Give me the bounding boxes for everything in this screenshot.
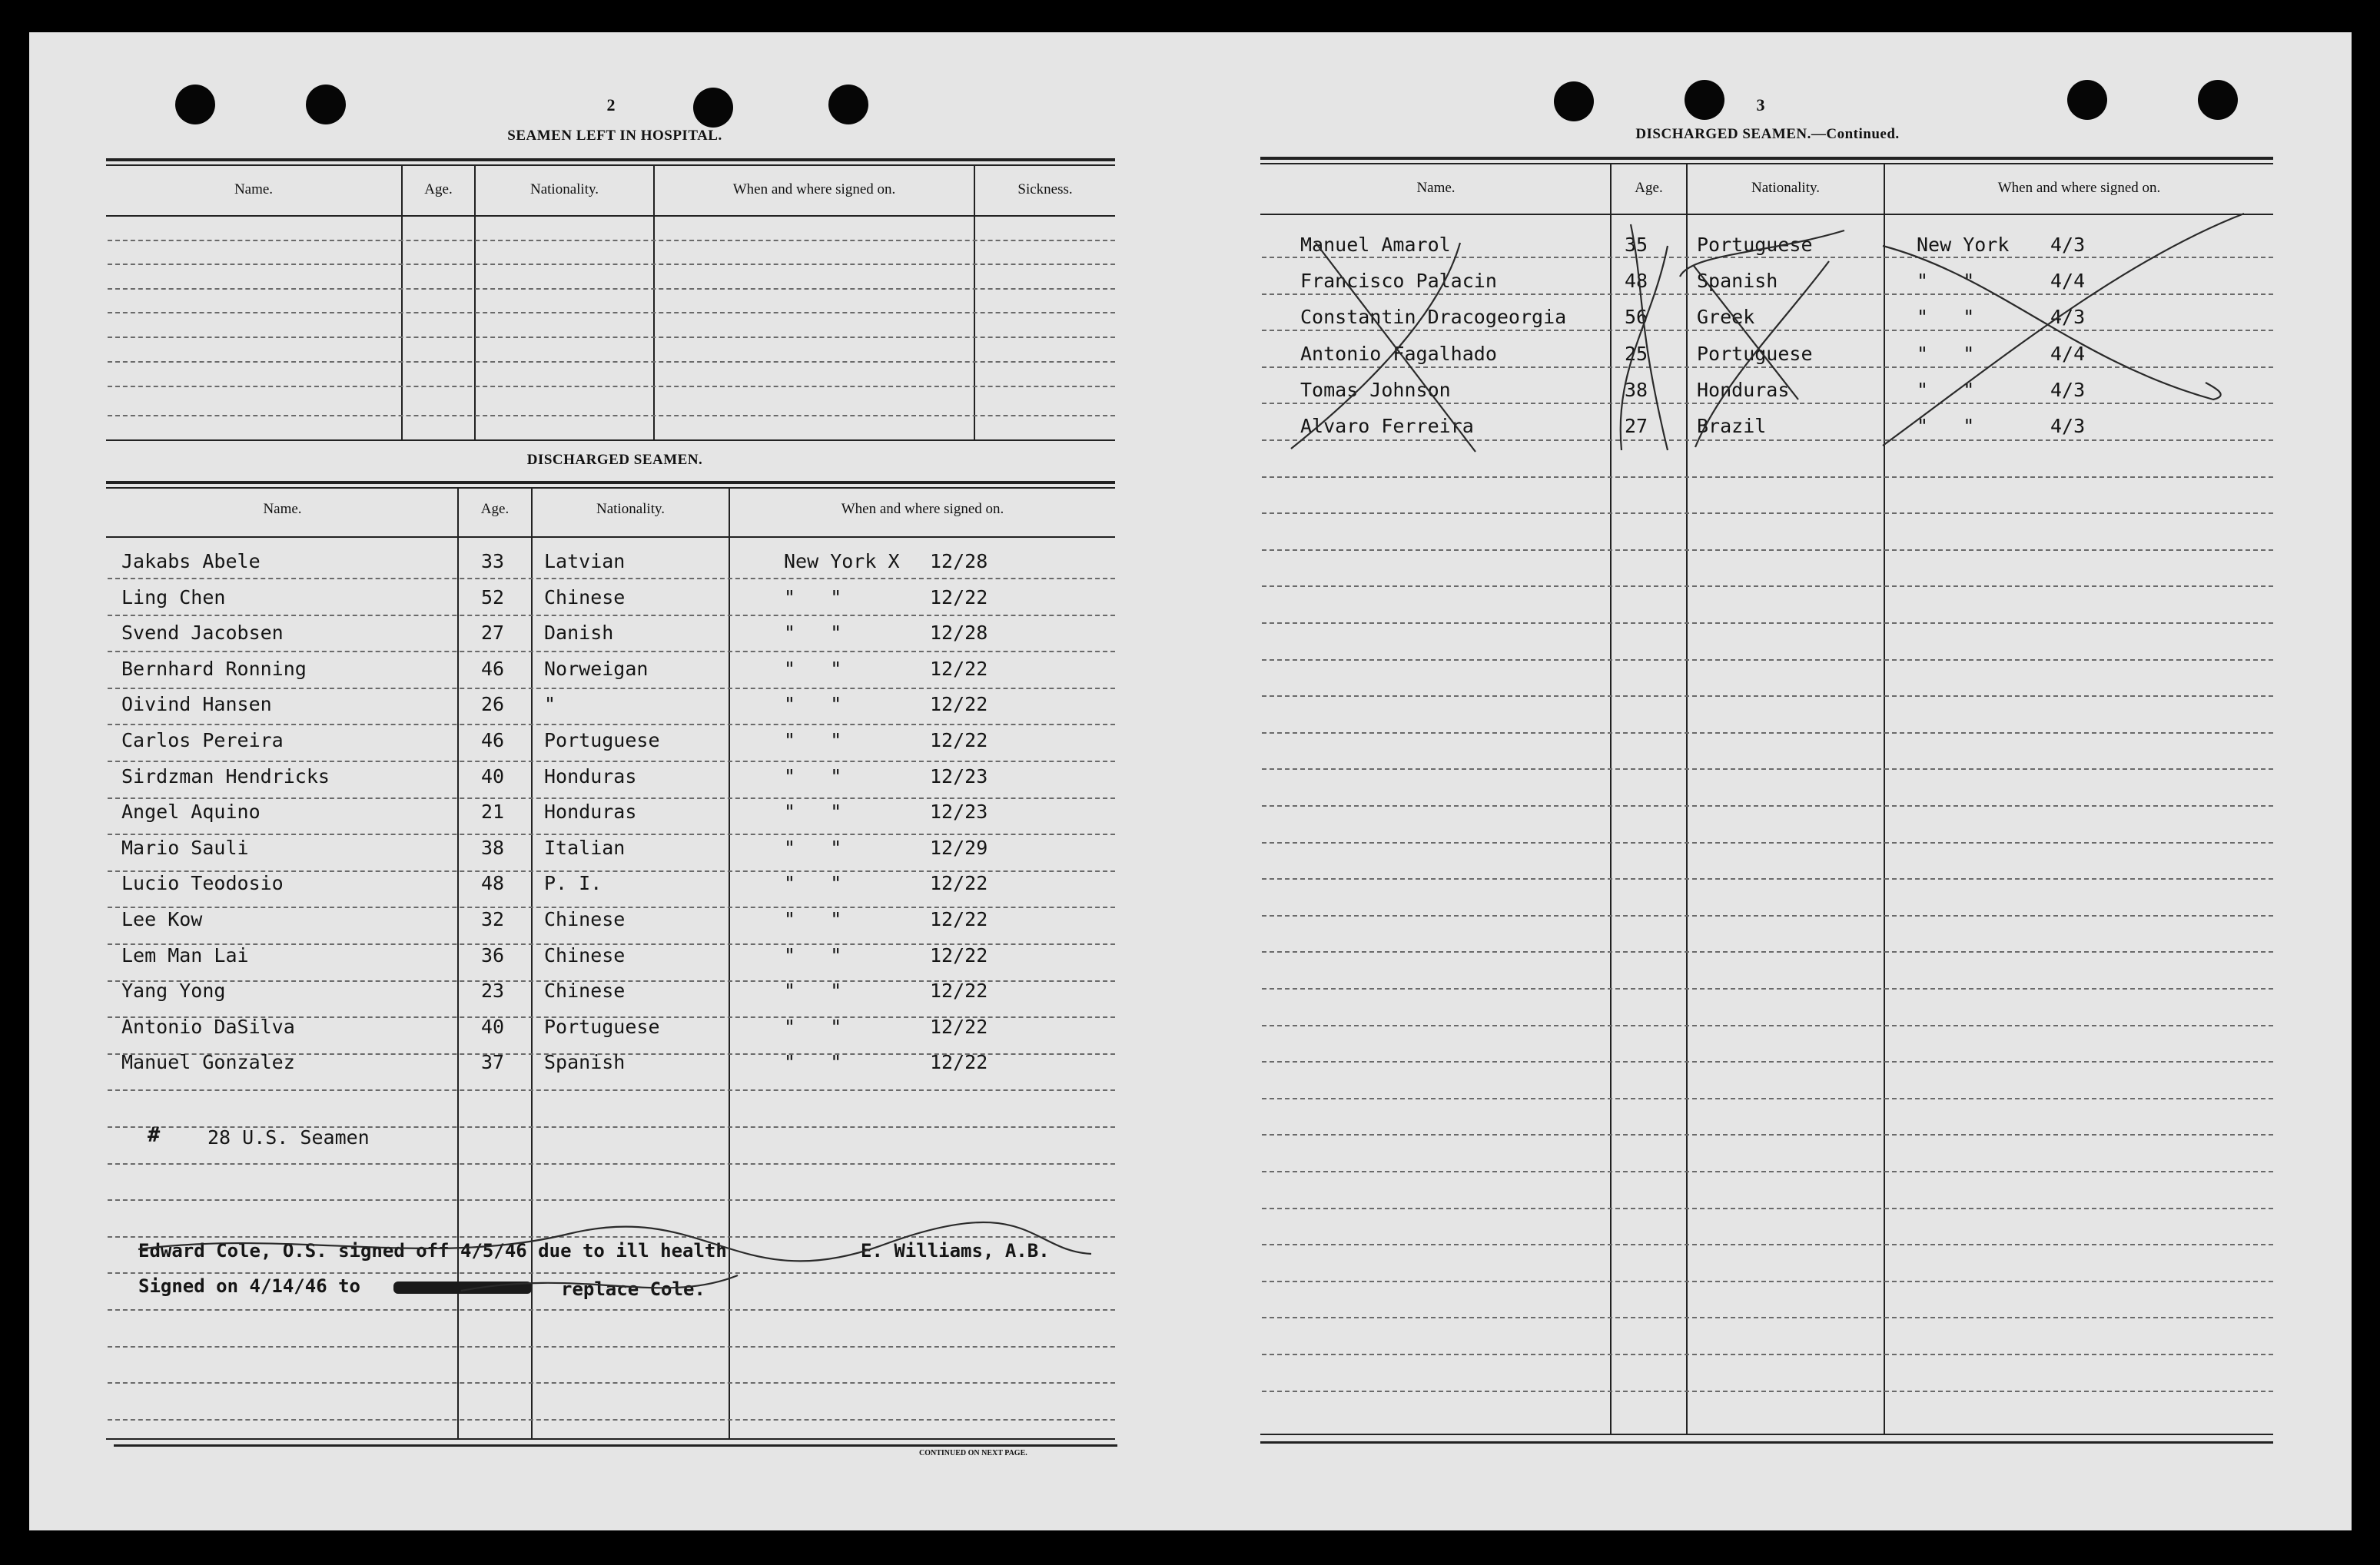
signed-on-date: 12/28	[930, 622, 988, 645]
seaman-nationality: Chinese	[544, 585, 626, 608]
seaman-age: 32	[481, 908, 505, 930]
seaman-nationality: Spanish	[544, 1051, 626, 1074]
signed-on-date: 12/29	[930, 836, 988, 859]
seaman-name: Alvaro Ferreira	[1300, 415, 1474, 437]
seaman-name: Antonio DaSilva	[121, 1015, 295, 1038]
seaman-age: 26	[481, 693, 505, 716]
seaman-age: 21	[481, 801, 505, 824]
seaman-age: 48	[1625, 270, 1648, 293]
signed-on-date: 12/22	[930, 980, 988, 1003]
discharged-col-name: Name.	[263, 501, 302, 517]
seaman-name: Jakabs Abele	[121, 550, 261, 572]
seaman-nationality: Italian	[544, 836, 626, 859]
signed-on-date: 12/22	[930, 1015, 988, 1038]
seaman-nationality: Brazil	[1697, 415, 1767, 437]
discharged-section-title: DISCHARGED SEAMEN.	[526, 452, 703, 468]
signed-on-date: 12/22	[930, 943, 988, 967]
signed-on-place: " "	[784, 657, 842, 680]
seaman-age: 46	[481, 657, 505, 680]
seaman-age: 27	[481, 622, 505, 645]
seaman-age: 33	[481, 550, 505, 572]
seaman-name: Oivind Hansen	[121, 693, 272, 716]
seaman-name: Svend Jacobsen	[121, 622, 284, 645]
signed-on-place: " "	[784, 585, 842, 608]
remark-line-2b: replace Cole.	[561, 1278, 705, 1300]
seaman-nationality: Chinese	[544, 980, 626, 1003]
seaman-age: 52	[481, 585, 505, 608]
seaman-name: Ling Chen	[121, 585, 226, 608]
seaman-nationality: Honduras	[544, 764, 637, 787]
signed-on-date: 4/4	[2050, 270, 2086, 293]
hospital-col-signed-on: When and where signed on.	[732, 181, 896, 197]
signed-on-date: 12/28	[930, 550, 988, 572]
signed-on-date: 12/22	[930, 1051, 988, 1074]
signed-on-place: " "	[784, 801, 842, 824]
seaman-name: Antonio Fagalhado	[1300, 342, 1497, 365]
signed-on-place: " "	[784, 622, 842, 645]
seaman-age: 23	[481, 980, 505, 1003]
seaman-age: 36	[481, 943, 505, 967]
continued-section-title: DISCHARGED SEAMEN.—Continued.	[1635, 126, 1900, 142]
seaman-name: Lee Kow	[121, 908, 203, 930]
signed-on-date: 12/22	[930, 585, 988, 608]
seaman-age: 38	[1625, 378, 1648, 401]
seaman-nationality: Portuguese	[544, 1015, 660, 1038]
signed-on-place: " "	[1917, 378, 1975, 401]
discharged-col-age: Age.	[480, 501, 510, 517]
seaman-nationality: Honduras	[1697, 378, 1790, 401]
seaman-age: 40	[481, 1015, 505, 1038]
signed-on-place: " "	[1917, 270, 1975, 293]
signed-on-place: " "	[784, 872, 842, 895]
seaman-age: 46	[481, 729, 505, 751]
seaman-age: 37	[481, 1051, 505, 1074]
hospital-col-age: Age.	[424, 181, 453, 197]
seaman-nationality: Danish	[544, 622, 614, 645]
signed-on-place: " "	[784, 693, 842, 716]
seaman-nationality: Latvian	[544, 550, 626, 572]
remark-line-2a: Signed on 4/14/46 to	[138, 1275, 360, 1297]
seaman-name: Manuel Amarol	[1300, 234, 1451, 256]
hospital-col-name: Name.	[234, 181, 274, 197]
seaman-name: Carlos Pereira	[121, 729, 284, 751]
signed-on-place: " "	[1917, 342, 1975, 365]
seaman-name: Angel Aquino	[121, 801, 261, 824]
seaman-name: Yang Yong	[121, 980, 226, 1003]
seaman-nationality: Greek	[1697, 306, 1755, 329]
signed-on-place: " "	[784, 836, 842, 859]
signed-on-place: " "	[1917, 415, 1975, 437]
seaman-name: Francisco Palacin	[1300, 270, 1497, 293]
seaman-age: 48	[481, 872, 505, 895]
seaman-name: Lem Man Lai	[121, 943, 249, 967]
signed-on-place: " "	[784, 1015, 842, 1038]
seaman-nationality: Honduras	[544, 801, 637, 824]
us-seamen-mark: #	[148, 1123, 161, 1147]
discharged-col-nationality: Nationality.	[596, 501, 665, 517]
seaman-age: 38	[481, 836, 505, 859]
signed-on-place: " "	[784, 908, 842, 930]
seaman-nationality: Portuguese	[1697, 342, 1813, 365]
signed-on-date: 4/3	[2050, 415, 2086, 437]
hospital-col-sickness: Sickness.	[1017, 181, 1073, 197]
signed-on-place: " "	[784, 943, 842, 967]
cross-out-nationality	[1680, 230, 1844, 277]
seaman-name: Manuel Gonzalez	[121, 1051, 295, 1074]
seaman-age: 25	[1625, 342, 1648, 365]
signed-on-date: 4/4	[2050, 342, 2086, 365]
signed-on-place: " "	[784, 980, 842, 1003]
right-col-age: Age.	[1635, 180, 1663, 196]
remark-cross-out-scribble	[138, 1222, 1091, 1261]
page-number-left: 2	[606, 95, 616, 114]
remark-cross-out-scribble	[461, 1275, 738, 1291]
signed-on-date: 12/23	[930, 801, 988, 824]
seaman-nationality: Portuguese	[1697, 234, 1813, 256]
signed-on-date: 12/22	[930, 908, 988, 930]
cross-out-signed-on	[1883, 214, 2244, 446]
cross-out-names	[1291, 243, 1460, 449]
seaman-nationality: Norweigan	[544, 657, 649, 680]
page-number-right: 3	[1756, 95, 1765, 114]
seaman-nationality: "	[544, 693, 556, 716]
seaman-age: 35	[1625, 234, 1648, 256]
seaman-name: Bernhard Ronning	[121, 657, 307, 680]
signed-on-date: 4/3	[2050, 234, 2086, 256]
signed-on-place: " "	[784, 729, 842, 751]
hospital-section-title: SEAMEN LEFT IN HOSPITAL.	[507, 128, 722, 144]
signed-on-date: 12/22	[930, 657, 988, 680]
seaman-nationality: Spanish	[1697, 270, 1778, 293]
signed-on-place: New York	[1917, 234, 2010, 256]
seaman-age: 27	[1625, 415, 1648, 437]
seaman-age: 40	[481, 764, 505, 787]
right-col-name: Name.	[1416, 180, 1456, 196]
seaman-name: Constantin Dracogeorgia	[1300, 306, 1567, 329]
cross-out-age	[1631, 224, 1668, 450]
signed-on-place: " "	[784, 1051, 842, 1074]
signed-on-place: " "	[1917, 306, 1975, 329]
seaman-age: 56	[1625, 306, 1648, 329]
seaman-name: Lucio Teodosio	[121, 872, 284, 895]
cross-out-nationality	[1694, 266, 1798, 400]
signed-on-date: 12/22	[930, 693, 988, 716]
signed-on-date: 12/23	[930, 764, 988, 787]
seaman-nationality: Chinese	[544, 943, 626, 967]
seaman-nationality: Chinese	[544, 908, 626, 930]
remark-line-1b: E. Williams, A.B.	[861, 1240, 1050, 1262]
cross-out-names	[1316, 243, 1475, 452]
seaman-name: Mario Sauli	[121, 836, 249, 859]
signed-on-date: 4/3	[2050, 306, 2086, 329]
seaman-nationality: Portuguese	[544, 729, 660, 751]
discharged-col-signed-on: When and where signed on.	[841, 501, 1004, 517]
signed-on-place: " "	[784, 764, 842, 787]
signed-on-place: New York X	[784, 550, 900, 572]
signed-on-date: 12/22	[930, 729, 988, 751]
signed-on-date: 12/22	[930, 872, 988, 895]
signed-on-date: 4/3	[2050, 378, 2086, 401]
right-col-signed-on: When and where signed on.	[1997, 180, 2161, 196]
seaman-name: Sirdzman Hendricks	[121, 764, 330, 787]
continued-footer: CONTINUED ON NEXT PAGE.	[919, 1449, 1027, 1457]
right-col-nationality: Nationality.	[1751, 180, 1820, 196]
seaman-name: Tomas Johnson	[1300, 378, 1451, 401]
seaman-nationality: P. I.	[544, 872, 602, 895]
us-seamen-note: 28 U.S. Seamen	[207, 1126, 370, 1149]
hospital-col-nationality: Nationality.	[530, 181, 599, 197]
remark-line-1a: Edward Cole, O.S. signed off 4/5/46 due to ill health	[138, 1240, 727, 1262]
